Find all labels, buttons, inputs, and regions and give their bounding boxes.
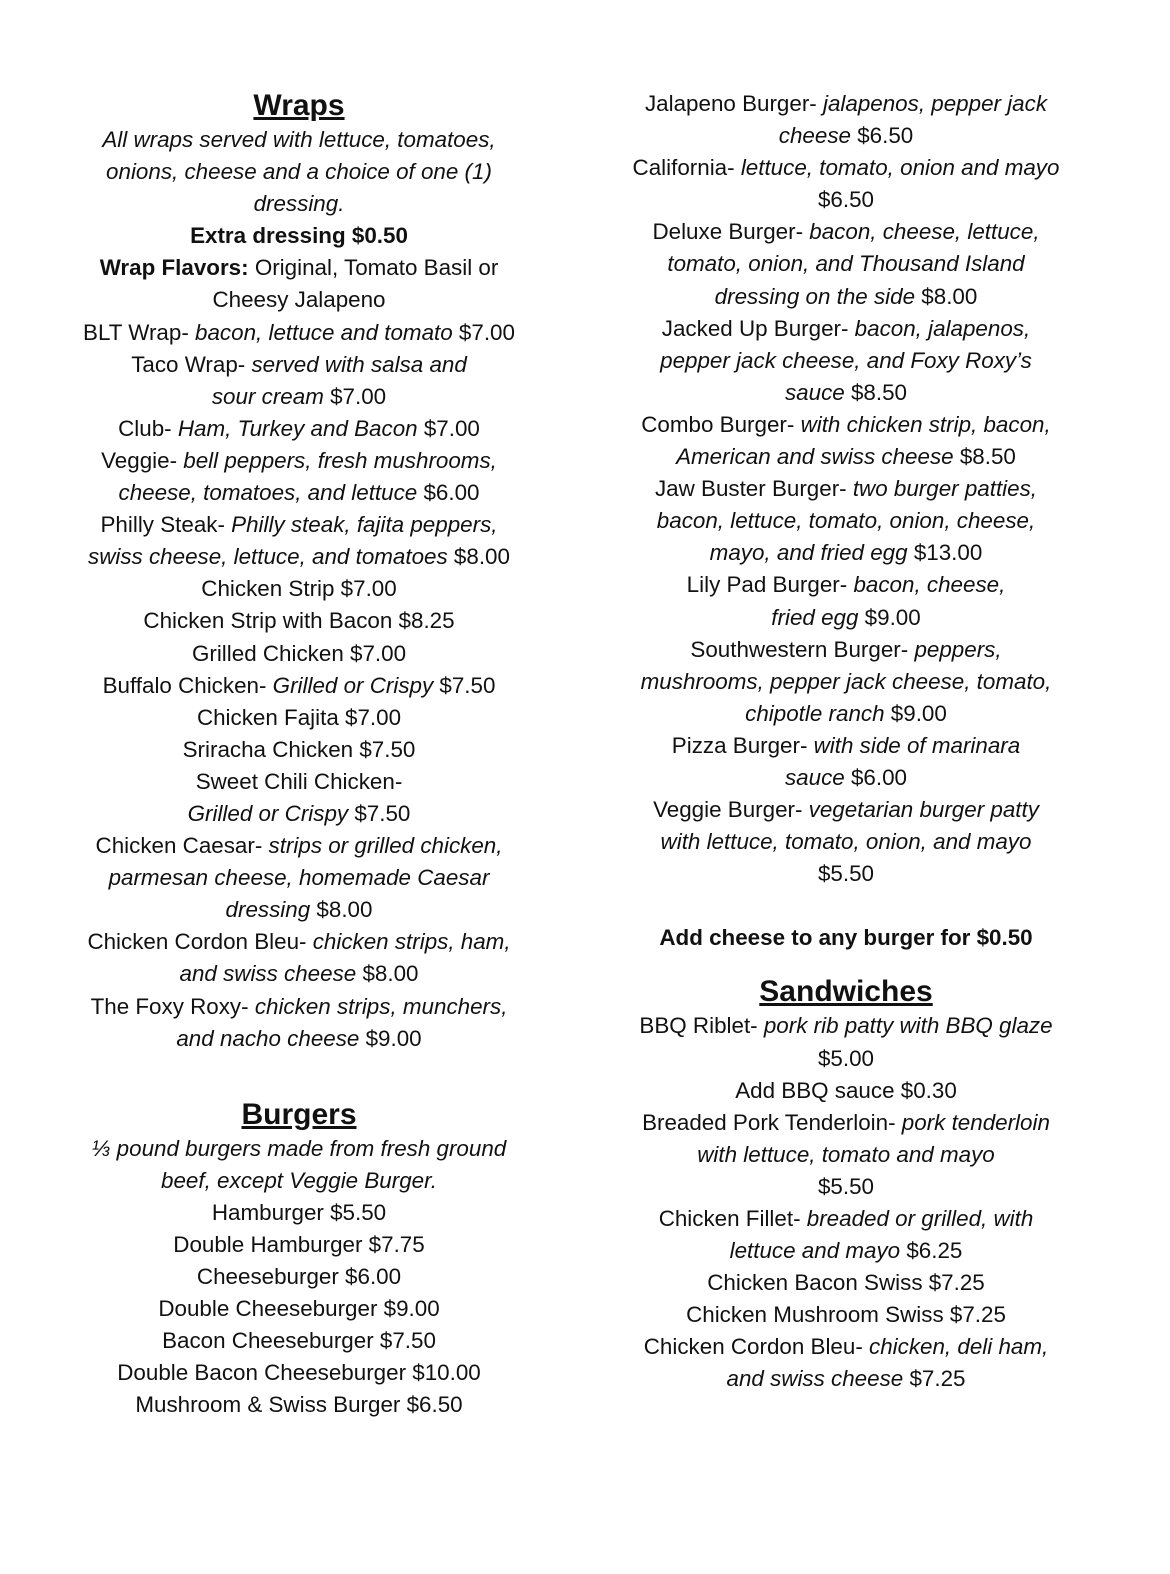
- menu-line: [598, 1043, 1094, 1075]
- menu-line: [50, 252, 548, 284]
- menu-text: Philly steak, fajita peppers,: [231, 512, 498, 538]
- menu-line: [50, 220, 548, 252]
- menu-line: [598, 88, 1094, 120]
- menu-text: Chicken Caesar-: [95, 833, 269, 859]
- menu-text: strips or grilled chicken,: [268, 833, 503, 859]
- menu-text: $8.00: [310, 897, 373, 923]
- menu-line: [50, 1293, 548, 1325]
- menu-text: peppers,: [914, 636, 1002, 662]
- menu-text: Chicken Cordon Bleu-: [87, 929, 313, 955]
- menu-line: [50, 541, 548, 573]
- menu-text: bacon, cheese,: [853, 572, 1006, 598]
- menu-line: [598, 569, 1094, 601]
- menu-text: Breaded Pork Tenderloin-: [642, 1109, 902, 1135]
- menu-text: tomato, onion, and Thousand Island: [667, 251, 1025, 277]
- menu-line: [598, 120, 1094, 152]
- menu-text: and swiss cheese: [179, 961, 357, 987]
- menu-line: [50, 798, 548, 830]
- menu-text: pepper jack cheese, and Foxy Roxy’s: [660, 347, 1032, 373]
- menu-text: $6.50: [850, 123, 914, 149]
- menu-text: sauce: [784, 379, 845, 405]
- menu-text: Veggie-: [101, 447, 184, 473]
- menu-text: dressing on the side: [714, 283, 916, 309]
- menu-text: with chicken strip, bacon,: [800, 411, 1051, 437]
- menu-line: [50, 1165, 548, 1197]
- menu-line: [50, 413, 548, 445]
- menu-line: [50, 445, 548, 477]
- menu-text: with side of marinara: [813, 732, 1021, 758]
- menu-line: [50, 862, 548, 894]
- menu-line: [598, 216, 1094, 248]
- menu-text: chicken strips, ham,: [312, 929, 511, 955]
- menu-line: [598, 602, 1094, 634]
- menu-text: $8.00: [447, 544, 510, 570]
- menu-line: [50, 670, 548, 702]
- menu-line: [50, 156, 548, 188]
- menu-line: [50, 1389, 548, 1421]
- burgers-items-left: [50, 1133, 548, 1422]
- menu-text: with lettuce, tomato and mayo: [697, 1141, 995, 1167]
- menu-text: Ham, Turkey and Bacon: [177, 415, 418, 441]
- menu-line: [50, 894, 548, 926]
- menu-line: [50, 830, 548, 862]
- menu-line: [598, 377, 1094, 409]
- menu-line: [598, 666, 1094, 698]
- menu-line: [598, 1203, 1094, 1235]
- menu-text: bacon, cheese, lettuce,: [809, 219, 1040, 245]
- menu-line: [50, 926, 548, 958]
- menu-line: [598, 1363, 1094, 1395]
- menu-text: onions, cheese and a choice of one (1): [106, 159, 492, 185]
- menu-line: [598, 441, 1094, 473]
- menu-line: [598, 313, 1094, 345]
- menu-text: beef, except Veggie Burger.: [161, 1167, 437, 1193]
- menu-text: parmesan cheese, homemade Caesar: [108, 865, 490, 891]
- menu-text: bacon, lettuce and tomato: [195, 319, 453, 345]
- menu-text: $7.00: [417, 415, 480, 441]
- menu-line: [598, 1010, 1094, 1042]
- menu-text: Southwestern Burger-: [690, 636, 915, 662]
- menu-text: $13.00: [907, 540, 983, 566]
- menu-line: [598, 826, 1094, 858]
- menu-text: BBQ Riblet-: [639, 1013, 764, 1039]
- menu-line: [50, 1325, 548, 1357]
- menu-text: Cheesy Jalapeno: [212, 287, 386, 313]
- menu-text: Philly Steak-: [100, 512, 232, 538]
- menu-text: Chicken Cordon Bleu-: [643, 1334, 870, 1360]
- menu-text: Pizza Burger-: [671, 732, 814, 758]
- menu-line: [598, 922, 1094, 954]
- menu-text: Combo Burger-: [641, 411, 801, 437]
- menu-text: $6.50: [817, 187, 875, 213]
- menu-line: [598, 1075, 1094, 1107]
- menu-line: [598, 281, 1094, 313]
- menu-text: $5.50: [817, 861, 875, 887]
- menu-text: Original, Tomato Basil or: [248, 255, 499, 281]
- menu-line: [50, 1357, 548, 1389]
- menu-text: bacon, lettuce, tomato, onion, cheese,: [656, 508, 1036, 534]
- left-column: [50, 88, 548, 1422]
- menu-text: and nacho cheese: [176, 1025, 360, 1051]
- menu-text: Chicken Mushroom Swiss $7.25: [686, 1302, 1006, 1328]
- menu-line: [50, 1133, 548, 1165]
- burgers-items-right: [598, 88, 1094, 954]
- menu-text: Chicken Fajita $7.00: [196, 704, 402, 730]
- menu-text: Taco Wrap-: [131, 351, 252, 377]
- menu-text: swiss cheese, lettuce, and tomatoes: [88, 544, 448, 570]
- menu-text: Bacon Cheeseburger $7.50: [162, 1328, 436, 1354]
- menu-line: [50, 1023, 548, 1055]
- menu-text: Double Bacon Cheeseburger $10.00: [117, 1360, 481, 1386]
- menu-text: California-: [632, 155, 741, 181]
- menu-text: Chicken Bacon Swiss $7.25: [707, 1270, 985, 1296]
- menu-text: Wrap Flavors:: [99, 255, 249, 281]
- menu-text: chicken strips, munchers,: [254, 993, 508, 1019]
- menu-line: [50, 349, 548, 381]
- menu-line: [50, 1229, 548, 1261]
- menu-line: [598, 858, 1094, 890]
- menu-line: [50, 509, 548, 541]
- menu-text: $7.50: [348, 800, 411, 826]
- menu-text: $6.00: [844, 764, 907, 790]
- menu-text: Mushroom & Swiss Burger $6.50: [135, 1392, 463, 1418]
- menu-text: $6.25: [900, 1238, 963, 1264]
- menu-text: $9.00: [858, 604, 921, 630]
- menu-line: [50, 702, 548, 734]
- menu-text: Chicken Strip $7.00: [201, 576, 397, 602]
- menu-line: [50, 958, 548, 990]
- menu-text: sour cream: [211, 383, 324, 409]
- menu-line: [598, 1107, 1094, 1139]
- menu-line: [598, 473, 1094, 505]
- menu-line: [598, 1235, 1094, 1267]
- menu-text: $8.00: [915, 283, 978, 309]
- menu-line: [598, 1171, 1094, 1203]
- menu-text: $8.50: [953, 444, 1016, 470]
- spacer: [598, 890, 1094, 922]
- menu-text: mayo, and fried egg: [709, 540, 908, 566]
- menu-text: cheese, tomatoes, and lettuce: [118, 480, 418, 506]
- menu-text: vegetarian burger patty: [808, 797, 1039, 823]
- menu-line: [598, 248, 1094, 280]
- burgers-heading: Burgers: [241, 1097, 357, 1131]
- menu-text: pork rib patty with BBQ glaze: [763, 1013, 1053, 1039]
- menu-text: bacon, jalapenos,: [854, 315, 1031, 341]
- menu-line: [50, 284, 548, 316]
- menu-text: Hamburger $5.50: [211, 1199, 387, 1225]
- menu-line: [50, 991, 548, 1023]
- menu-line: [598, 1299, 1094, 1331]
- right-column: [598, 88, 1094, 1396]
- wraps-heading: Wraps: [253, 89, 345, 122]
- menu-text: dressing: [225, 897, 311, 923]
- menu-text: Lily Pad Burger-: [686, 572, 854, 598]
- menu-line: [50, 124, 548, 156]
- menu-text: mushrooms, pepper jack cheese, tomato,: [640, 668, 1052, 694]
- menu-text: Grilled or Crispy: [272, 672, 434, 698]
- sandwiches-items: [598, 1010, 1094, 1395]
- menu-text: breaded or grilled, with: [806, 1206, 1034, 1231]
- menu-text: Jacked Up Burger-: [661, 315, 855, 341]
- menu-text: $8.00: [356, 961, 419, 987]
- menu-line: [50, 317, 548, 349]
- menu-text: Double Hamburger $7.75: [173, 1232, 425, 1257]
- menu-text: jalapenos, pepper jack: [822, 91, 1048, 116]
- menu-text: fried egg: [771, 604, 859, 630]
- menu-text: $8.50: [844, 379, 907, 405]
- menu-text: Sweet Chili Chicken-: [195, 768, 403, 794]
- menu-line: [50, 477, 548, 509]
- menu-text: All wraps served with lettuce, tomatoes,: [102, 127, 496, 152]
- menu-text: Chicken Fillet-: [658, 1206, 807, 1231]
- menu-text: Buffalo Chicken-: [102, 672, 273, 698]
- menu-line: [50, 1197, 548, 1229]
- menu-text: Add cheese to any burger for $0.50: [659, 925, 1033, 951]
- menu-text: $7.00: [323, 383, 387, 409]
- menu-text: $9.00: [884, 700, 947, 726]
- menu-line: [598, 1331, 1094, 1363]
- menu-text: Grilled Chicken $7.00: [191, 640, 407, 666]
- menu-line: [598, 634, 1094, 666]
- menu-text: pork tenderloin: [901, 1109, 1050, 1135]
- sandwiches-heading: Sandwiches: [759, 975, 933, 1009]
- menu-text: Add BBQ sauce $0.30: [735, 1077, 957, 1103]
- menu-line: [50, 638, 548, 670]
- menu-text: Grilled or Crispy: [187, 800, 349, 826]
- menu-text: chipotle ranch: [745, 700, 885, 726]
- menu-text: dressing.: [253, 191, 345, 217]
- menu-line: [598, 762, 1094, 794]
- menu-line: [598, 345, 1094, 377]
- menu-text: American and swiss cheese: [676, 444, 954, 470]
- menu-text: served with salsa and: [251, 351, 467, 377]
- menu-text: Extra dressing $0.50: [190, 223, 408, 249]
- menu-text: sauce: [784, 764, 845, 790]
- menu-text: chicken, deli ham,: [869, 1334, 1049, 1360]
- menu-text: Jalapeno Burger-: [644, 91, 823, 116]
- menu-text: $5.00: [817, 1045, 875, 1071]
- menu-text: bell peppers, fresh mushrooms,: [183, 447, 497, 473]
- menu-line: [50, 734, 548, 766]
- menu-text: $6.00: [417, 480, 480, 506]
- menu-text: $7.50: [433, 672, 496, 698]
- menu-line: [598, 505, 1094, 537]
- menu-text: Jaw Buster Burger-: [654, 476, 853, 502]
- menu-line: [598, 1267, 1094, 1299]
- menu-text: and swiss cheese: [726, 1366, 904, 1392]
- menu-text: $5.50: [817, 1173, 875, 1199]
- menu-text: with lettuce, tomato, onion, and mayo: [660, 829, 1032, 855]
- menu-line: [50, 381, 548, 413]
- menu-text: two burger patties,: [852, 476, 1038, 502]
- menu-text: lettuce, tomato, onion and mayo: [740, 155, 1060, 181]
- menu-line: [598, 1139, 1094, 1171]
- menu-line: [50, 766, 548, 798]
- wraps-items: [50, 124, 548, 1055]
- menu-text: $7.00: [452, 319, 515, 345]
- menu-text: The Foxy Roxy-: [90, 993, 255, 1019]
- menu-line: [598, 698, 1094, 730]
- menu-line: [598, 794, 1094, 826]
- menu-text: Double Cheeseburger $9.00: [158, 1296, 440, 1322]
- menu-text: Chicken Strip with Bacon $8.25: [143, 608, 455, 634]
- menu-text: Cheeseburger $6.00: [196, 1264, 402, 1290]
- menu-text: BLT Wrap-: [83, 319, 196, 345]
- menu-text: lettuce and mayo: [729, 1238, 901, 1264]
- menu-line: [598, 537, 1094, 569]
- menu-line: [598, 730, 1094, 762]
- menu-line: [50, 573, 548, 605]
- menu-text: $7.25: [903, 1366, 966, 1392]
- menu-text: $9.00: [359, 1025, 422, 1051]
- menu-text: cheese: [778, 123, 851, 149]
- menu-text: Sriracha Chicken $7.50: [182, 736, 416, 762]
- menu-text: Deluxe Burger-: [652, 219, 810, 245]
- menu-text: Veggie Burger-: [653, 797, 809, 823]
- menu-text: ⅓ pound burgers made from fresh ground: [91, 1135, 507, 1161]
- menu-line: [598, 184, 1094, 216]
- menu-line: [598, 409, 1094, 441]
- menu-line: [50, 1261, 548, 1293]
- menu-line: [50, 188, 548, 220]
- menu-line: [598, 152, 1094, 184]
- menu-line: [50, 605, 548, 637]
- menu-text: Club-: [118, 415, 178, 441]
